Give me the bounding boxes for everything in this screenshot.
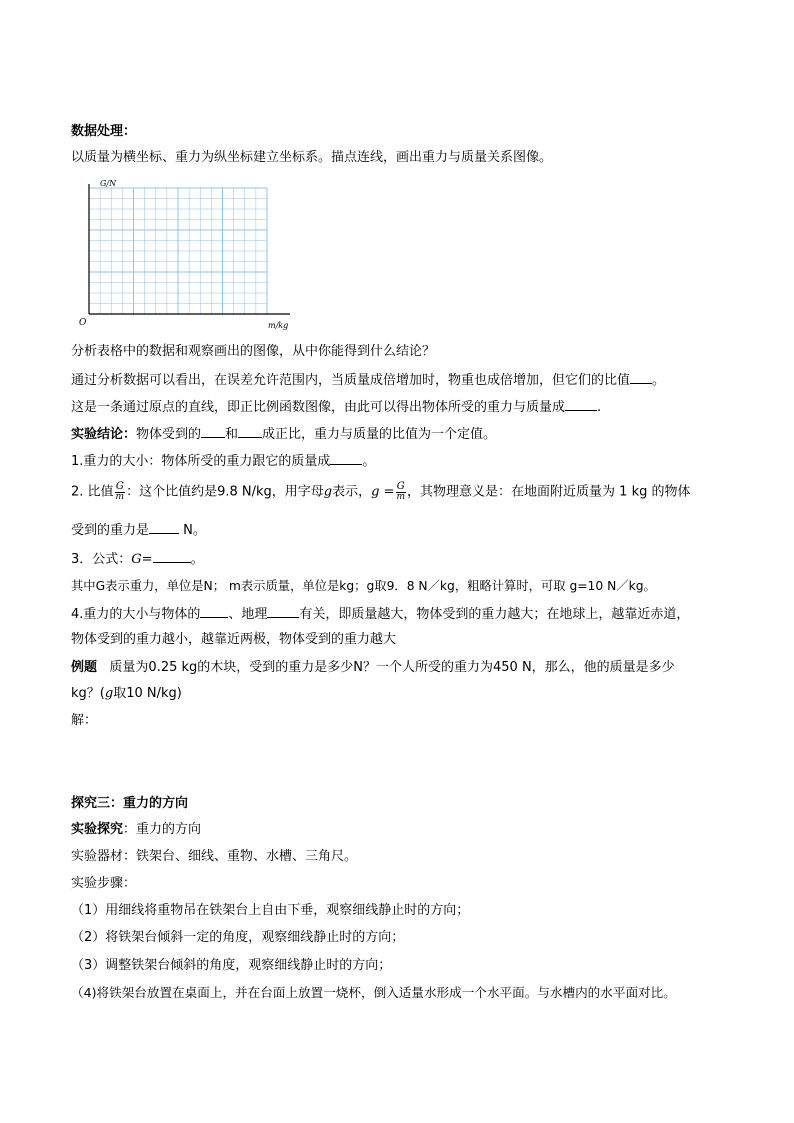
answer-blank[interactable] [565,397,597,411]
experiment-inquiry-text: ：重力的方向 [123,822,202,837]
experiment-step: （3）调整铁架台倾斜的角度，观察细线静止时的方向； [71,958,392,973]
experiment-inquiry [71,820,201,840]
experiment-step: （1）用细线将重物吊在铁架台上自由下垂，观察细线静止时的方向； [71,903,470,918]
example-label: 例题 [71,660,98,675]
point-4-text-b: 、地理 [228,607,268,622]
grid-lines [89,188,267,314]
answer-blank[interactable] [200,604,228,618]
example-line-2-suffix: 取10 N/kg) [113,686,182,701]
experiment-step: （2）将铁架台倾斜一定的角度，观察细线静止时的方向； [71,930,405,945]
answer-blank[interactable] [149,520,179,534]
point-1-text: 1.重力的大小：物体所受的重力跟它的质量成 [71,454,331,469]
y-axis-label: G/N [100,179,117,188]
g-letter: g [104,686,114,701]
analysis-line-2 [71,397,601,418]
point-2-mid2: 表示， [332,484,372,500]
solution-label: 解： [71,713,98,728]
answer-blank[interactable] [267,604,299,618]
answer-blank[interactable] [330,451,362,465]
experiment-conclusion [71,424,496,445]
fraction-numerator: G [396,481,405,492]
graph-instruction: 以质量为横坐标、重力为纵坐标建立坐标系。描点连线，画出重力与质量关系图像。 [71,150,553,165]
analysis-question: 分析表格中的数据和观察画出的图像，从中你能得到什么结论？ [71,344,436,359]
example-question [71,658,675,678]
answer-blank[interactable] [201,424,225,438]
point-4-line-2: 物体受到的重力越小，越靠近两极，物体受到的重力越大 [71,632,397,647]
point-4 [71,604,689,625]
point-3-note: 其中G表示重力，单位是N； m表示质量，单位是kg；g取9．8 N／kg，粗略计算时，可取 g=10 N／kg。 [71,579,656,593]
point-4-text-a: 4.重力的大小与物体的 [71,607,201,622]
section-heading-gravity-direction: 探究三：重力的方向 [71,796,189,811]
experiment-inquiry-label: 实验探究 [71,822,124,837]
fraction-numerator: G [115,481,124,492]
g-letter: g [323,484,333,500]
example-line-2-prefix: kg？( [71,686,105,701]
analysis-line-1-end: 。 [652,373,666,388]
point-1-end: 。 [362,454,376,469]
point-2-mid: ：这个比值约是9.8 N/kg，用字母 [126,484,324,500]
conclusion-text-2: 和 [225,427,239,442]
point-1 [71,451,375,472]
answer-blank[interactable] [153,549,191,563]
example-line-2 [71,684,182,704]
point-2-end: ，其物理意义是：在地面附近质量为 1 kg 的物体 [407,484,691,500]
conclusion-text-1: 物体受到的 [136,427,202,442]
fraction-denominator: m [115,492,125,502]
experiment-step: （4)将铁架台放置在桌面上，并在台面上放置一烧杯，倒入适量水形成一个水平面。与水槽内的水平面对比。 [71,985,676,1000]
point-3-text: 3．公式： [71,552,132,567]
ratio-fraction [115,482,126,502]
point-2-line-2-text: 受到的重力是 [71,523,150,538]
example-text: 质量为0.25 kg的木块，受到的重力是多少N？一个人所受的重力为450 N，那么，他的质量是多少 [109,660,675,675]
g-equals: g = [371,484,395,500]
point-3 [71,549,204,570]
experiment-steps-label: 实验步骤： [71,876,137,891]
experiment-materials: 实验器材：铁架台、细线、重物、水槽、三角尺。 [71,849,358,864]
section-heading-data-processing: 数据处理： [71,124,137,139]
point-2-line-2 [71,520,206,541]
analysis-line-1-text: 通过分析数据可以看出，在误差允许范围内，当质量成倍增加时，物重也成倍增加，但它们的比值 [71,373,631,388]
analysis-line-2-end: . [597,400,602,415]
x-axis-label: m/kg [268,321,289,330]
origin-label: O [79,318,87,328]
conclusion-label: 实验结论： [71,427,137,442]
answer-blank[interactable] [630,370,652,384]
ratio-fraction-2 [396,482,407,502]
answer-blank[interactable] [238,424,262,438]
point-2 [71,482,691,503]
conclusion-text-3: 成正比，重力与质量的比值为一个定值。 [262,427,497,442]
formula-label: G= [131,552,153,567]
fraction-denominator: m [396,492,406,502]
point-3-end: 。 [190,552,204,567]
point-4-text-c: 有关，即质量越大，物体受到的重力越大；在地球上，越靠近赤道， [299,607,690,622]
point-2-prefix: 2. 比值 [71,484,114,500]
analysis-line-1 [71,370,665,391]
point-2-line-2-end: N。 [179,523,206,538]
coordinate-grid [76,176,298,334]
analysis-line-2-text: 这是一条通过原点的直线，即正比例函数图像，由此可以得出物体所受的重力与质量成 [71,400,566,415]
